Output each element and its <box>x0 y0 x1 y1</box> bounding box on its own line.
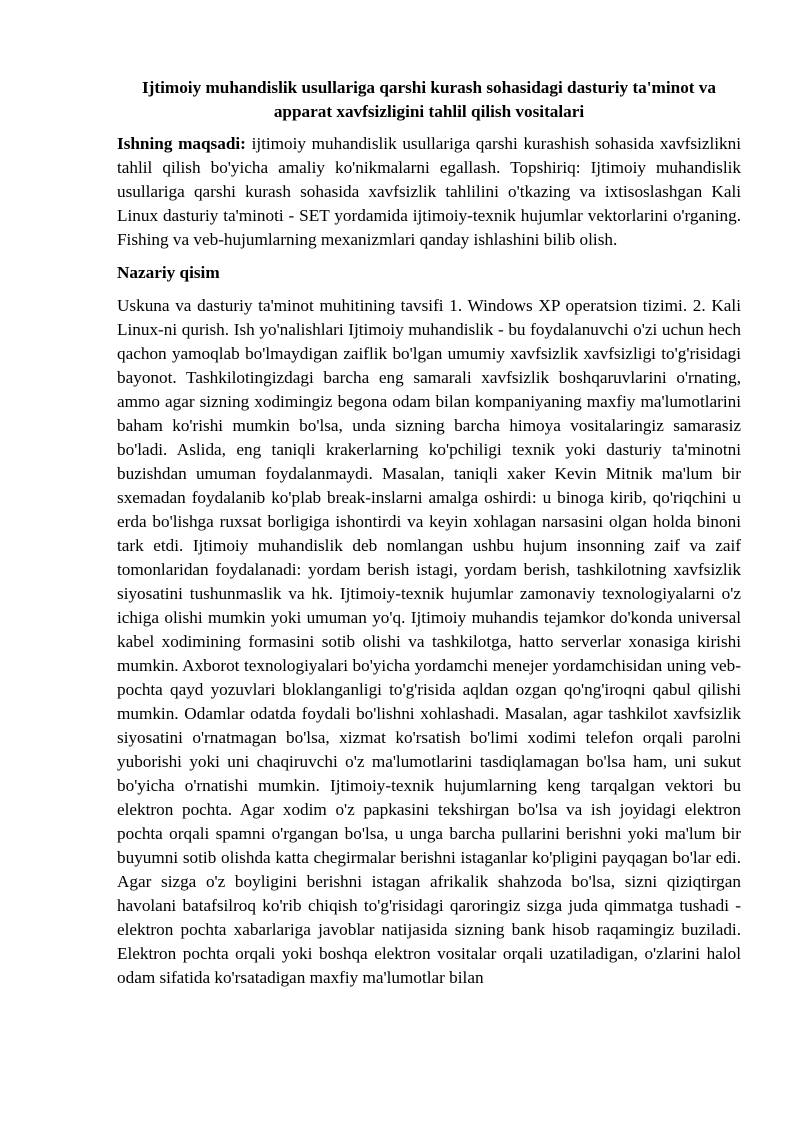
goal-paragraph <box>117 132 741 252</box>
section-heading-theory: Nazariy qisim <box>117 263 220 282</box>
document-page <box>117 76 741 990</box>
goal-text: ijtimoiy muhandislik usullariga qarshi kurashish sohasida xavfsizlikni tahlil qilish bo'yicha amaliy ko'nikmalarni egallash. Topshiriq: Ijtimoiy muhandislik usullariga qarshi kurash sohasida xavfsizlik tahlilini o'tkazing va ixtisoslashgan Kali Linux dasturiy ta'minoti - SET yordamida ijtimoiy-texnik hujumlar vektorlarini o'rganing. Fishing va veb-hujumlarning mexanizmlari qanday ishlashini bilib olish. <box>117 134 741 249</box>
document-title: Ijtimoiy muhandislik usullariga qarshi kurash sohasidagi dasturiy ta'minot va apparat xavfsizligini tahlil qilish vositalari <box>141 78 716 121</box>
body-paragraph: Uskuna va dasturiy ta'minot muhitining tavsifi 1. Windows XP operatsion tizimi. 2. Kali Linux-ni qurish. Ish yo'nalishlari Ijtimoiy muhandislik - bu foydalanuvchi o'zi uchun hech qachon yamoqlab bo'lmaydigan zaiflik bo'lgan umumiy xavfsizlik xavfsizligi to'g'risidagi bayonot. Tashkilotingizdagi barcha eng samarali xavfsizlik boshqaruvlarini o'rnating, ammo agar sizning xodimingiz begona odam bilan kompaniyaning maxfiy ma'lumotlarini baham ko'rishi mumkin bo'lsa, unda sizning barcha himoya vositalaringiz samarasiz bo'ladi. Aslida, eng taniqli krakerlarning ko'pchiligi texnik yoki dasturiy ta'minotni buzishdan umuman foydalanmaydi. Masalan, taniqli xaker Kevin Mitnik ma'lum bir sxemadan foydalanib ko'plab break-inslarni amalga oshirdi: u binoga kirib, qo'riqchini u erda bo'lishga ruxsat borligiga ishontirdi va keyin xohlagan narsasini olgan holda binoni tark etdi. Ijtimoiy muhandislik deb nomlangan ushbu hujum insonning zaif va zaif tomonlaridan foydalanadi: yordam berish istagi, yordam berish, tashkilotning xavfsizlik siyosatini tushunmaslik va hk. Ijtimoiy-texnik hujumlar zamonaviy texnologiyalarni o'z ichiga olishi mumkin yoki umuman yo'q. Ijtimoiy muhandis tejamkor do'konda universal kabel xodimining formasini sotib olishi va tashkilotga, hatto serverlar xonasiga kirishi mumkin. Axborot texnologiyalari bo'yicha yordamchi menejer yordamchisidan uning veb-pochta qayd yozuvlari bloklanganligi to'g'risida aqldan ozgan qo'ng'iroqni qabul qilishi mumkin. Odamlar odatda foydali bo'lishni xohlashadi. Masalan, agar tashkilot xavfsizlik siyosatini o'rnatmagan bo'lsa, xizmat ko'rsatish bo'limi xodimi telefon orqali parolni yuborishi yoki uni chaqiruvchi o'z ma'lumotlarini tasdiqlamagan bo'lsa ham, uni sukut bo'yicha o'rnatishi mumkin. Ijtimoiy-texnik hujumlarning keng tarqalgan vektori bu elektron pochta. Agar xodim o'z papkasini tekshirgan bo'lsa va ish joyidagi elektron pochta orqali spamni o'rgangan bo'lsa, u unga barcha pullarini berishni yoki ma'lum bir buyumni sotib olishda katta chegirmalar berishni istaganlar ko'pligini payqagan bo'lar edi. Agar sizga o'z boyligini berishni istagan afrikalik shahzoda bo'lsa, sizni qiziqtirgan havolani batafsilroq ko'rib chiqish to'g'risidagi qaroringiz sizga juda qimmatga tushadi - elektron pochta xabarlariga javoblar natijasida sizning bank hisob raqamingiz buziladi. Elektron pochta orqali yoki boshqa elektron vositalar orqali uzatiladigan, o'zlarini halol odam sifatida ko'rsatadigan maxfiy ma'lumotlar bilan <box>117 296 741 987</box>
goal-label: Ishning maqsadi: <box>117 134 246 153</box>
